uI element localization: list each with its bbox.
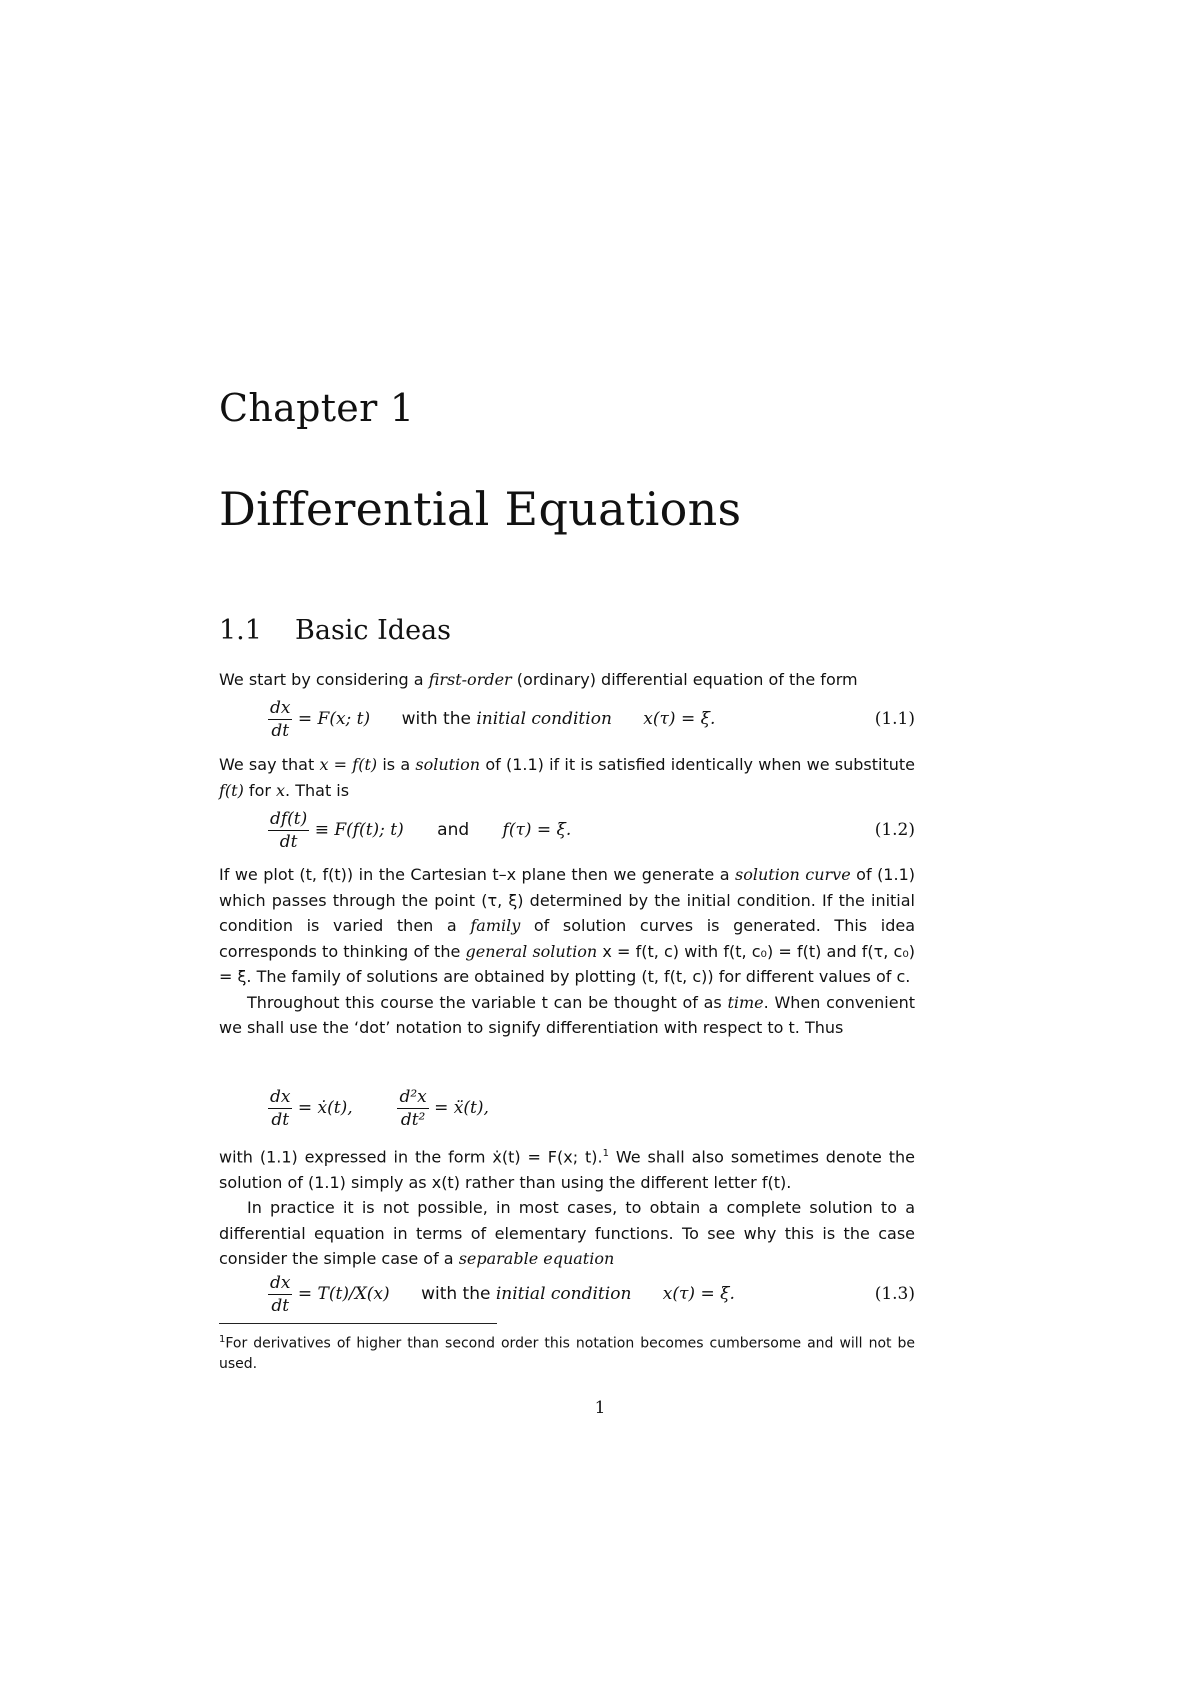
paragraph-2 [219, 752, 915, 803]
para1-emph: first-order [428, 670, 512, 689]
equation-1-3 [268, 1272, 915, 1317]
page-number: 1 [594, 1398, 606, 1418]
equation-1-2 [268, 808, 915, 853]
para2-c: is a [377, 755, 416, 774]
para2-e: of (1.1) if it is satisfied identically when we substitute [480, 755, 916, 774]
eq1-numerator: dx [270, 698, 291, 718]
para2-a: We say that [219, 755, 320, 774]
dot-frac-2-den: dt² [400, 1110, 426, 1130]
eq1-denominator: dt [271, 721, 290, 741]
eq2-mid: and [437, 820, 470, 840]
eq2-numerator: df(t) [270, 809, 308, 829]
eq2-number: (1.2) [874, 820, 915, 840]
eq3-mid: with the [421, 1284, 491, 1304]
dot-frac-2 [397, 1086, 428, 1131]
footnote-ref: 1 [602, 1148, 609, 1159]
eq1-rhs: = F(x; t) [297, 709, 371, 729]
para2-h: x [276, 780, 286, 800]
footnote [219, 1330, 915, 1374]
eq3-number: (1.3) [874, 1284, 915, 1304]
paragraph-3 [219, 862, 915, 1041]
para1-text-a: We start by considering a [219, 670, 429, 689]
para4-b: time [727, 992, 764, 1012]
equation-dot-notation [268, 1086, 915, 1131]
para1-text-c: (ordinary) differential equation of the form [511, 670, 858, 689]
section-number: 1.1 [219, 615, 262, 646]
para2-g: for [243, 780, 277, 800]
dot-frac-1-den: dt [271, 1110, 290, 1130]
para2-i: . That is [285, 780, 350, 800]
para3-e: of solution curves is generated. This idea corresponds to thinking of the [219, 916, 916, 961]
dot-frac-1 [268, 1086, 292, 1131]
eq3-fraction [268, 1272, 292, 1317]
paragraph-1 [219, 667, 915, 693]
para3-f: general solution [465, 941, 598, 961]
para6-a: In practice it is not possible, in most cases, to obtain a complete solution to a differential equation in terms of elementary functions. To see why this is the case consider the simple case of a [219, 1198, 915, 1269]
dot-rhs-1: = ẋ(t), [297, 1098, 353, 1118]
para5-b: We shall also sometimes denote the solution of (1.1) simply as x(t) rather than using the different letter f(t). [219, 1147, 916, 1192]
eq1-cond-label: initial condition [476, 709, 612, 729]
eq3-denominator: dt [271, 1296, 290, 1316]
dot-frac-1-num: dx [270, 1087, 291, 1107]
dot-frac-2-num: d²x [399, 1087, 427, 1107]
eq2-condition: f(τ) = ξ. [502, 820, 572, 840]
chapter-label: Chapter 1 [219, 386, 415, 430]
eq3-condition: x(τ) = ξ. [662, 1284, 735, 1304]
footnote-rule [219, 1323, 497, 1324]
para2-b: x = f(t) [319, 755, 378, 774]
para3-a: If we plot (t, f(t)) in the Cartesian t–x plane then we generate a [219, 865, 735, 884]
eq1-number: (1.1) [874, 709, 915, 729]
para2-d: solution [415, 755, 481, 774]
para3-g: x = f(t, c) with f(t, c₀) = f(t) and f(τ, c₀) = ξ. The family of solutions are obtained by plotting (t, f(t, c)) for different values of c. [219, 941, 916, 986]
eq3-numerator: dx [270, 1273, 291, 1293]
equation-1-1 [268, 697, 915, 742]
eq3-cond-label: initial condition [495, 1284, 632, 1304]
dot-rhs-2: = ẍ(t), [434, 1098, 489, 1118]
eq2-fraction [268, 808, 309, 853]
paragraph-5 [219, 1141, 915, 1272]
para3-c: of (1.1) which passes through the point (τ, ξ) determined by the initial condition. If the initial condition is varied then a [219, 865, 915, 935]
eq3-rhs: = T(t)/X(x) [297, 1284, 390, 1304]
para2-f: f(t) [219, 780, 244, 800]
section-title: Basic Ideas [295, 615, 452, 646]
section-heading [219, 615, 451, 646]
eq2-denominator: dt [279, 832, 298, 852]
footnote-text: For derivatives of higher than second order this notation becomes cumbersome and will not be used. [219, 1335, 915, 1372]
para6-b: separable equation [458, 1249, 615, 1269]
para5-a: with (1.1) expressed in the form ẋ(t) = F(x; t). [219, 1147, 603, 1167]
para3-b: solution curve [735, 865, 851, 884]
para4-a: Throughout this course the variable t can be thought of as [247, 992, 728, 1012]
para4-c: . When convenient we shall use the ‘dot’ notation to signify differentiation with respect to t. Thus [219, 992, 915, 1037]
eq2-rhs: ≡ F(f(t); t) [314, 820, 404, 840]
footnote-mark: 1 [219, 1334, 226, 1345]
eq1-mid: with the [401, 709, 471, 729]
eq1-fraction [268, 697, 292, 742]
chapter-title: Differential Equations [219, 482, 742, 536]
eq1-condition: x(τ) = ξ. [643, 709, 716, 729]
para3-d: family [470, 916, 521, 935]
